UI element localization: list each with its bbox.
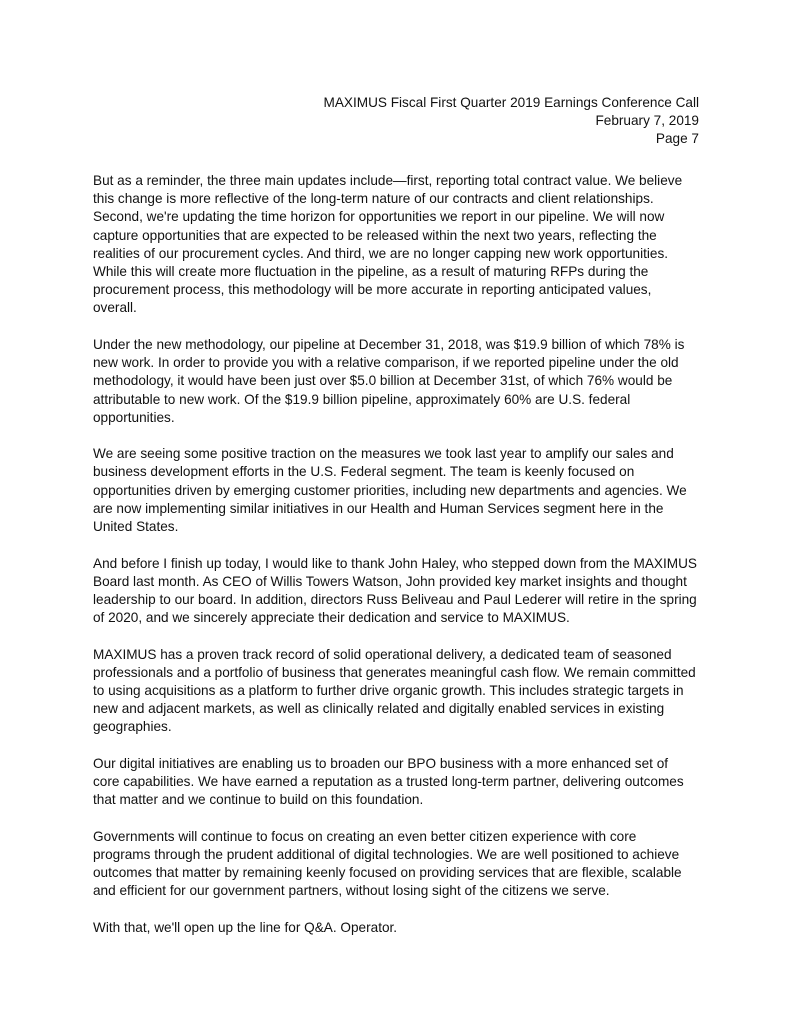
document-body bbox=[93, 172, 697, 955]
page-header bbox=[324, 94, 699, 148]
paragraph-8: With that, we'll open up the line for Q&A. Operator. bbox=[93, 919, 398, 935]
paragraph-2: Under the new methodology, our pipeline at December 31, 2018, was $19.9 billion of which 78% is new work. In order to provide you with a relative comparison, if we reported pipeline under the old methodology, it would have been just over $5.0 billion at December 31st, of which 76% would be attributable to new work. Of the $19.9 billion pipeline, approximately 60% are U.S. federal opportunities. bbox=[93, 336, 685, 425]
paragraph-6: Our digital initiatives are enabling us to broaden our BPO business with a more enhanced set of core capabilities. We have earned a reputation as a trusted long-term partner, delivering outcomes that matter and we continue to build on this foundation. bbox=[93, 755, 684, 808]
paragraph-4: And before I finish up today, I would like to thank John Haley, who stepped down from the MAXIMUS Board last month. As CEO of Willis Towers Watson, John provided key market insights and thought leadership to our board. In addition, directors Russ Beliveau and Paul Lederer will retire in the spring of 2020, and we sincerely appreciate their dedication and service to MAXIMUS. bbox=[93, 555, 697, 626]
header-page-number: Page 7 bbox=[655, 131, 699, 146]
paragraph-5: MAXIMUS has a proven track record of solid operational delivery, a dedicated team of seasoned professionals and a portfolio of business that generates meaningful cash flow. We remain committed to using acquisitions as a platform to further drive organic growth. This includes strategic targets in new and adjacent markets, as well as clinically related and digitally enabled services in existing geographies. bbox=[93, 646, 696, 735]
paragraph-1: But as a reminder, the three main updates include—first, reporting total contract value. We believe this change is more reflective of the long-term nature of our contracts and client relationships. Second, we're updating the time horizon for opportunities we report in our pipeline. We will now capture opportunities that are expected to be released within the next two years, reflecting the realities of our procurement cycles. And third, we are no longer capping new work opportunities. While this will create more fluctuation in the pipeline, as a result of maturing RFPs during the procurement process, this methodology will be more accurate in reporting anticipated values, overall. bbox=[93, 173, 683, 316]
paragraph-7: Governments will continue to focus on creating an even better citizen experience with core programs through the prudent additional of digital technologies. We are well positioned to achieve outcomes that matter by remaining keenly focused on providing services that are flexible, scalable and efficient for our government partners, without losing sight of the citizens we serve. bbox=[93, 828, 682, 899]
header-date: February 7, 2019 bbox=[595, 113, 699, 128]
paragraph-3: We are seeing some positive traction on the measures we took last year to amplify our sales and business development efforts in the U.S. Federal segment. The team is keenly focused on opportunities driven by emerging customer priorities, including new departments and agencies. We are now implementing similar initiatives in our Health and Human Services segment here in the United States. bbox=[93, 446, 687, 535]
header-title: MAXIMUS Fiscal First Quarter 2019 Earnings Conference Call bbox=[323, 95, 699, 110]
